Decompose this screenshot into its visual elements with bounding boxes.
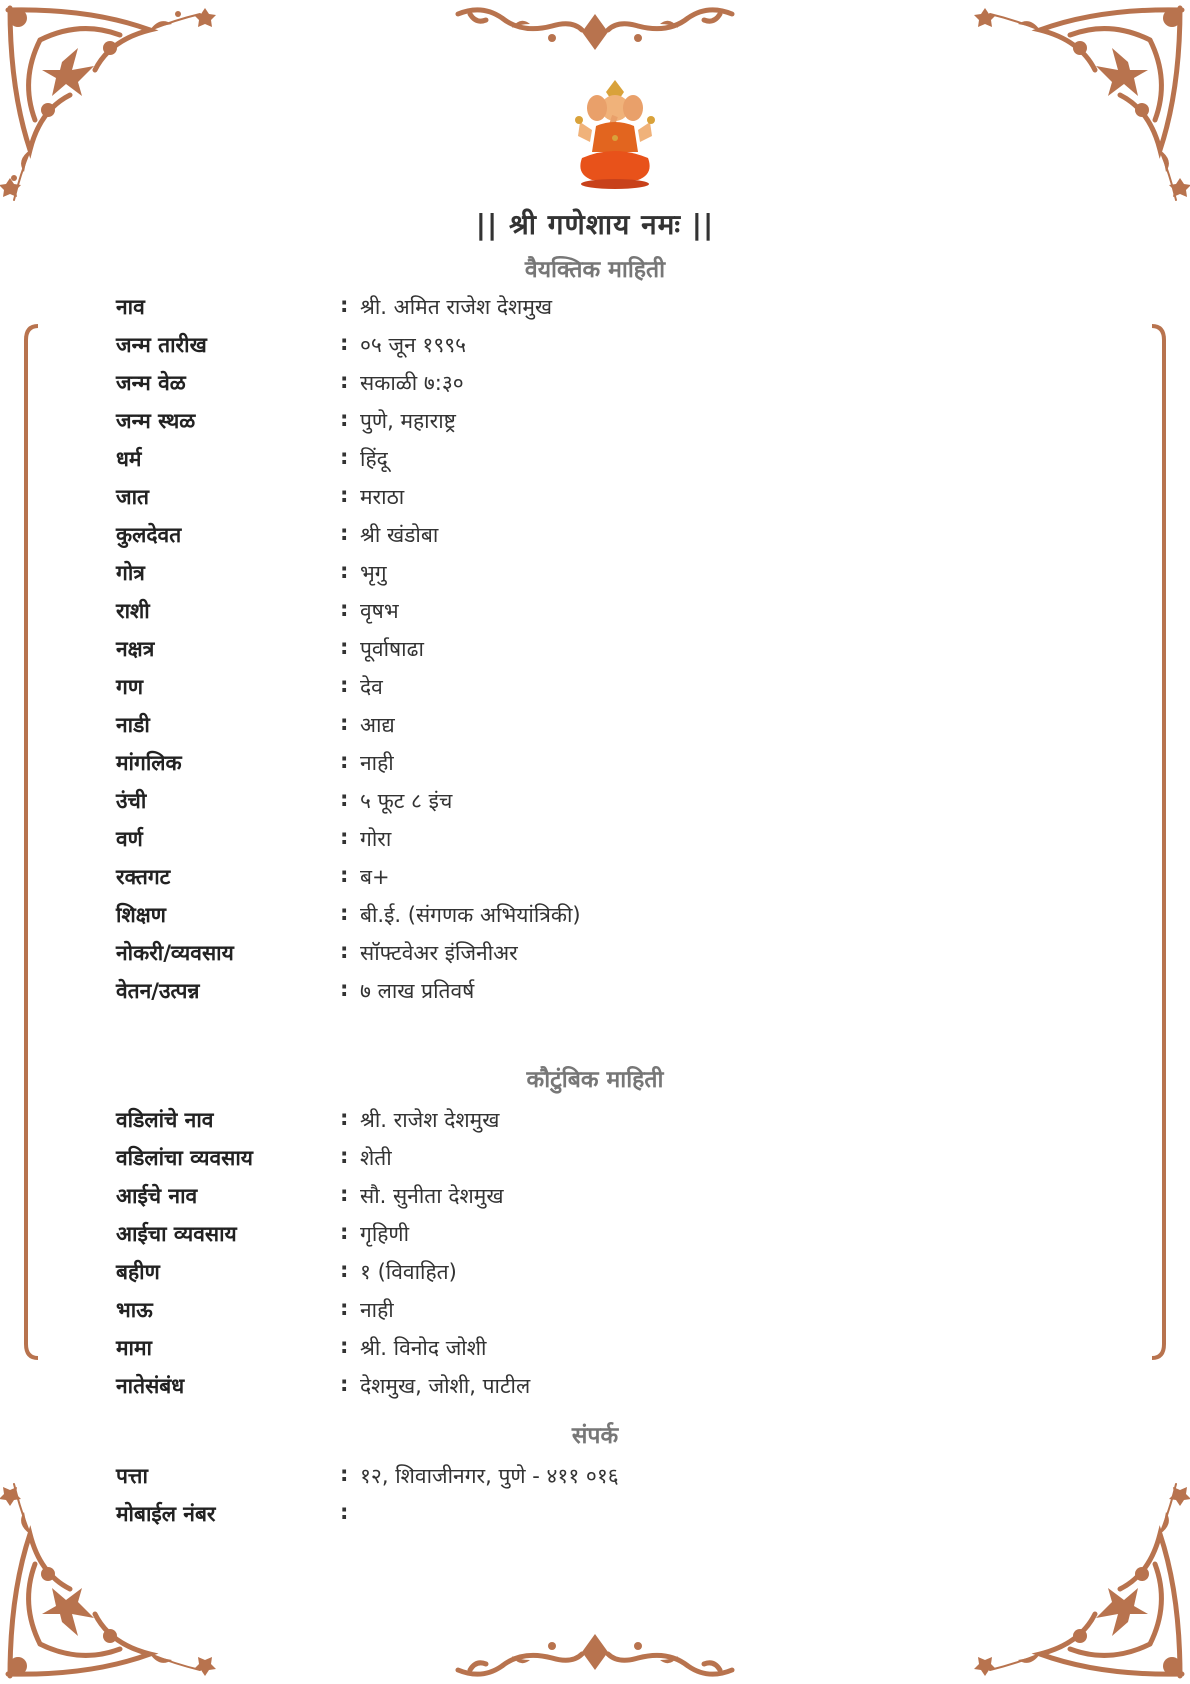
separator: : — [340, 1182, 349, 1206]
separator: : — [340, 635, 349, 659]
field-value: सॉफ्टवेअर इंजिनीअर — [360, 941, 518, 965]
ganesha-icon — [568, 78, 662, 190]
mantra-heading: || श्री गणेशाय नमः || — [475, 208, 715, 241]
field-value: शेती — [360, 1146, 392, 1170]
field-value: सकाळी ७:३० — [360, 371, 464, 395]
field-label: नातेसंबंध — [116, 1374, 185, 1398]
field-label: वेतन/उत्पन्न — [116, 979, 200, 1003]
separator: : — [340, 1296, 349, 1320]
field-label: रक्तगट — [116, 865, 171, 889]
field-value: श्री. अमित राजेश देशमुख — [360, 295, 553, 319]
separator: : — [340, 1144, 349, 1168]
field-label: जात — [116, 485, 149, 509]
right-border-bracket — [1148, 322, 1170, 1362]
field-label: नक्षत्र — [116, 637, 155, 661]
separator: : — [340, 369, 349, 393]
separator: : — [340, 825, 349, 849]
field-value: श्री. विनोद जोशी — [360, 1336, 487, 1360]
field-label: आईचे नाव — [116, 1184, 198, 1208]
field-value: नाही — [360, 751, 394, 775]
field-label: नाडी — [116, 713, 150, 737]
separator: : — [340, 901, 349, 925]
field-label: मांगलिक — [116, 751, 182, 775]
field-value: पुणे, महाराष्ट्र — [360, 409, 456, 433]
floral-corner-icon — [955, 0, 1190, 215]
separator: : — [340, 711, 349, 735]
field-label: नोकरी/व्यवसाय — [116, 941, 234, 965]
separator: : — [340, 521, 349, 545]
field-label: जन्म तारीख — [116, 333, 207, 357]
flourish-divider-icon — [452, 1618, 738, 1684]
flourish-divider-icon — [452, 0, 738, 66]
field-label: राशी — [116, 599, 150, 623]
field-value: हिंदू — [360, 447, 388, 471]
field-value: गोरा — [360, 827, 392, 851]
separator: : — [340, 1500, 349, 1524]
field-value: श्री. राजेश देशमुख — [360, 1108, 500, 1132]
field-label: वर्ण — [116, 827, 143, 851]
field-value: मराठा — [360, 485, 405, 509]
field-label: कुलदेवत — [116, 523, 182, 547]
field-value: १ (विवाहित) — [360, 1260, 457, 1284]
field-value: श्री खंडोबा — [360, 523, 439, 547]
floral-corner-icon — [955, 1469, 1190, 1684]
field-value: १२, शिवाजीनगर, पुणे - ४११ ०१६ — [360, 1464, 619, 1488]
field-value: ब+ — [360, 865, 390, 889]
field-value: ७ लाख प्रतिवर्ष — [360, 979, 475, 1003]
field-label: वडिलांचा व्यवसाय — [116, 1146, 253, 1170]
separator: : — [340, 1258, 349, 1282]
separator: : — [340, 1220, 349, 1244]
separator: : — [340, 293, 349, 317]
field-label: बहीण — [116, 1260, 160, 1284]
floral-corner-icon — [0, 0, 235, 215]
field-label: गोत्र — [116, 561, 145, 585]
separator: : — [340, 977, 349, 1001]
separator: : — [340, 597, 349, 621]
field-label: शिक्षण — [116, 903, 166, 927]
field-label: पत्ता — [116, 1464, 148, 1488]
field-value: ५ फूट ८ इंच — [360, 789, 453, 813]
field-value: देशमुख, जोशी, पाटील — [360, 1374, 531, 1398]
separator: : — [340, 939, 349, 963]
separator: : — [340, 1462, 349, 1486]
separator: : — [340, 1334, 349, 1358]
field-value: बी.ई. (संगणक अभियांत्रिकी) — [360, 903, 581, 927]
field-label: भाऊ — [116, 1298, 153, 1322]
separator: : — [340, 331, 349, 355]
field-label: जन्म वेळ — [116, 371, 186, 395]
separator: : — [340, 445, 349, 469]
field-label: मोबाईल नंबर — [116, 1502, 216, 1526]
field-value: देव — [360, 675, 383, 699]
field-label: गण — [116, 675, 144, 699]
field-value: आद्य — [360, 713, 395, 737]
field-label: मामा — [116, 1336, 152, 1360]
section-title-family: कौटुंबिक माहिती — [526, 1067, 664, 1093]
field-value: भृगु — [360, 561, 387, 585]
separator: : — [340, 863, 349, 887]
field-label: जन्म स्थळ — [116, 409, 196, 433]
field-value: ०५ जून १९९५ — [360, 333, 467, 357]
field-value: गृहिणी — [360, 1222, 410, 1246]
separator: : — [340, 407, 349, 431]
separator: : — [340, 787, 349, 811]
field-label: उंची — [116, 789, 147, 813]
separator: : — [340, 559, 349, 583]
section-title-contact: संपर्क — [571, 1423, 619, 1449]
section-title-personal: वैयक्तिक माहिती — [524, 257, 666, 283]
separator: : — [340, 1372, 349, 1396]
field-value: नाही — [360, 1298, 394, 1322]
separator: : — [340, 1106, 349, 1130]
separator: : — [340, 673, 349, 697]
left-border-bracket — [20, 322, 42, 1362]
field-value: पूर्वाषाढा — [360, 637, 424, 661]
field-value: सौ. सुनीता देशमुख — [360, 1184, 504, 1208]
field-label: वडिलांचे नाव — [116, 1108, 214, 1132]
field-label: धर्म — [116, 447, 142, 471]
field-label: आईचा व्यवसाय — [116, 1222, 237, 1246]
separator: : — [340, 749, 349, 773]
field-value: वृषभ — [360, 599, 399, 623]
separator: : — [340, 483, 349, 507]
field-label: नाव — [116, 295, 145, 319]
